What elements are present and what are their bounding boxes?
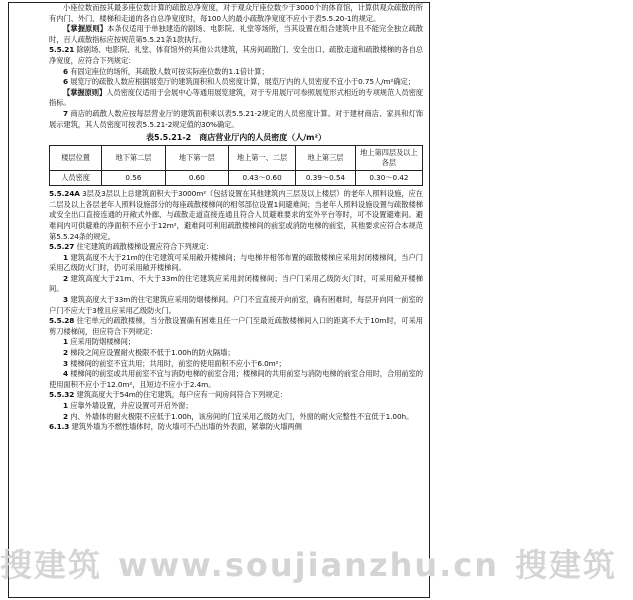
note-2-text: 人员密度仅适用于会展中心等通用展览建筑，对于专用展厅可参照展览形式相近的专项规范人员密度指标。 — [49, 87, 423, 108]
document-body — [49, 3, 423, 433]
clause-5-5-24a-text: 3层及3层以上总建筑面积大于3000m²（包括设置在其他建筑内三层及以上楼层）的老年人照料设施，应在二层及以上各层老年人照料设施部分的每座疏散楼梯间的相邻部位设置1间避难间；当老年人照料设施设置与疏散楼梯或安全出口直接连通的开敞式外廊、与疏散走道直接连通且符合人员避难要求的室外平台等时，可不设置避难间。避难间内可供避难的净面积不应小于12m²，避难间可利用疏散楼梯间的前室或消防电梯的前室，其他要求应符合本规范第5.5.24条的规定。 — [49, 189, 423, 241]
list-item — [49, 274, 423, 295]
clause-5-5-32-number: 5.5.32 — [49, 390, 75, 400]
item-7 — [49, 109, 423, 130]
table-header-cell: 地下第一层 — [165, 146, 228, 171]
item-7-number: 7 — [63, 108, 68, 118]
watermark-text: www.soujianzhu.cn — [118, 546, 500, 584]
note-1-label: 【掌握原则】 — [63, 24, 108, 34]
watermark-text: 搜建筑 — [515, 546, 618, 584]
clause-5-5-32 — [49, 390, 423, 401]
table-row — [50, 171, 423, 186]
table-cell: 0.56 — [102, 171, 165, 186]
list-item-number: 1 — [63, 337, 68, 347]
document-page — [8, 2, 430, 598]
list-item-number: 1 — [63, 401, 68, 410]
list-item-text: 建筑高度不大于21m的住宅建筑可采用敞开楼梯间；与电梯井相邻布置的疏散楼梯应采用封闭楼梯间，当户门采用乙级防火门时，仍可采用敞开楼梯间。 — [49, 252, 423, 273]
paragraph-top: 小座位数而按其最多座位数计算的疏散总净宽度，对于观众厅座位数少于3000个的体育馆，计算供观众疏散的所有内门、外门、楼梯和走道的各自总净宽度时，每100人的最小疏散净宽度不应小于表5.5.20-1的规定。 — [49, 3, 423, 23]
clause-5-5-21-number: 5.5.21 — [49, 45, 75, 55]
clause-5-5-28-text: 住宅单元的疏散楼梯，当分散设置确有困难且任一户门至最近疏散楼梯间入口的距离不大于10m时，可采用剪刀楼梯间，但应符合下列规定： — [49, 316, 423, 336]
note-1 — [49, 24, 423, 45]
list-item-number: 3 — [63, 295, 68, 305]
list-item — [49, 295, 423, 316]
list-item — [49, 359, 423, 370]
clause-5-5-24a — [49, 189, 423, 242]
table-cell: 0.39～0.54 — [296, 171, 356, 186]
list-item — [49, 412, 423, 423]
list-item-text: 应采用防烟楼梯间； — [70, 337, 135, 347]
list-item — [49, 401, 423, 412]
list-item — [49, 369, 423, 390]
note-2 — [49, 88, 423, 109]
table-header-cell: 地下第二层 — [102, 146, 165, 171]
table-header-row — [50, 146, 423, 171]
table-cell: 0.60 — [165, 171, 228, 186]
list-item-text: 建筑高度大于21m、不大于33m的住宅建筑应采用封闭楼梯间；当户门采用乙级防火门时，可采用敞开楼梯间。 — [49, 273, 423, 294]
density-table — [49, 145, 423, 186]
list-item — [49, 337, 423, 348]
clause-6-1-3-number: 6.1.3 — [49, 422, 70, 432]
item-7-text: 商店的疏散人数应按每层营业厅的建筑面积乘以表5.5.21-2规定的人员密度计算。对于建材商店、家具和灯饰展示建筑，其人员密度可按表5.5.21-2规定值的30%确定。 — [49, 108, 423, 129]
note-1-text: 本条仅适用于单独建造的剧场、电影院、礼堂等场所，当其设置在组合建筑中且不能完全独立疏散时，百人疏散指标应按规范第5.5.21条1款执行。 — [49, 24, 423, 44]
clause-6-1-3 — [49, 422, 423, 433]
list-item-text: 内、外墙体的耐火极限不应低于1.00h，该房间的门宜采用乙级防火门，外窗的耐火完整性不宜低于1.00h。 — [70, 411, 414, 421]
list-item-text: 建筑高度大于33m的住宅建筑应采用防烟楼梯间。户门不宜直接开向前室，确有困难时，每层开向同一前室的户门不应大于3樘且应采用乙级防火门。 — [49, 295, 423, 315]
table-header-cell: 楼层位置 — [50, 146, 102, 171]
list-item-number: 2 — [63, 411, 68, 421]
clause-6-1-3-text: 建筑外墙为不燃性墙体时，防火墙可不凸出墙的外表面，紧靠防火墙两侧 — [71, 422, 302, 432]
list-item-number: 3 — [63, 358, 68, 368]
item-6b — [49, 77, 423, 88]
clause-5-5-27-text: 住宅建筑的疏散楼梯设置应符合下列规定： — [76, 242, 214, 252]
list-item-number: 2 — [63, 273, 68, 283]
item-6-text: 有固定座位的场所，其疏散人数可按实际座位数的1.1倍计算； — [70, 66, 269, 76]
item-6b-number: 6 — [63, 77, 68, 87]
item-6-number: 6 — [63, 66, 68, 76]
clause-5-5-27-number: 5.5.27 — [49, 242, 75, 252]
table-header-cell: 地上第三层 — [296, 146, 356, 171]
list-item-number: 1 — [63, 252, 68, 262]
clause-5-5-28-number: 5.5.28 — [49, 316, 75, 326]
list-item-text: 梯段之间应设置耐火极限不低于1.00h的防火隔墙； — [70, 348, 235, 358]
list-item-number: 2 — [63, 348, 68, 358]
table-row-label: 人员密度 — [50, 171, 102, 186]
list-item — [49, 253, 423, 274]
item-6 — [49, 67, 423, 78]
list-item — [49, 348, 423, 359]
table-header-cell: 地上第一、二层 — [229, 146, 296, 171]
table-cell: 0.30～0.42 — [355, 171, 422, 186]
clause-5-5-21-text: 除剧场、电影院、礼堂、体育馆外的其他公共建筑，其房间疏散门、安全出口、疏散走道和疏散楼梯的各自总净宽度，应符合下列规定： — [49, 45, 423, 65]
list-item-text: 楼梯间的前室不宜共用；共用时，前室的使用面积不应小于6.0m²； — [70, 358, 286, 368]
clause-5-5-32-text: 建筑高度大于54m的住宅建筑，每户应有一间房间符合下列规定： — [76, 390, 287, 400]
list-item-text: 应靠外墙设置，并应设置可开启外窗； — [70, 401, 193, 410]
table-header-cell: 地上第四层及以上各层 — [355, 146, 422, 171]
clause-5-5-21 — [49, 45, 423, 66]
table-cell: 0.43～0.60 — [229, 171, 296, 186]
list-item-text: 楼梯间的前室或共用前室不宜与消防电梯的前室合用；楼梯间的共用前室与消防电梯的前室合用时，合用前室的使用面积不应小于12.0m²，且短边不应小于2.4m。 — [49, 369, 423, 389]
table-caption: 表5.5.21-2 商店营业厅内的人员密度（人/m²） — [146, 133, 326, 143]
clause-5-5-28 — [49, 316, 423, 337]
note-2-label: 【掌握原则】 — [63, 87, 107, 97]
watermark-text: 搜建筑 — [0, 546, 103, 584]
item-6b-text: 展览厅的疏散人数应根据展览厅的建筑面积和人员密度计算，展览厅内的人员密度不宜小于0.75人/m²确定； — [70, 77, 415, 87]
clause-5-5-24a-number: 5.5.24A — [49, 189, 80, 199]
list-item-number: 4 — [63, 369, 68, 379]
clause-5-5-27 — [49, 242, 423, 253]
